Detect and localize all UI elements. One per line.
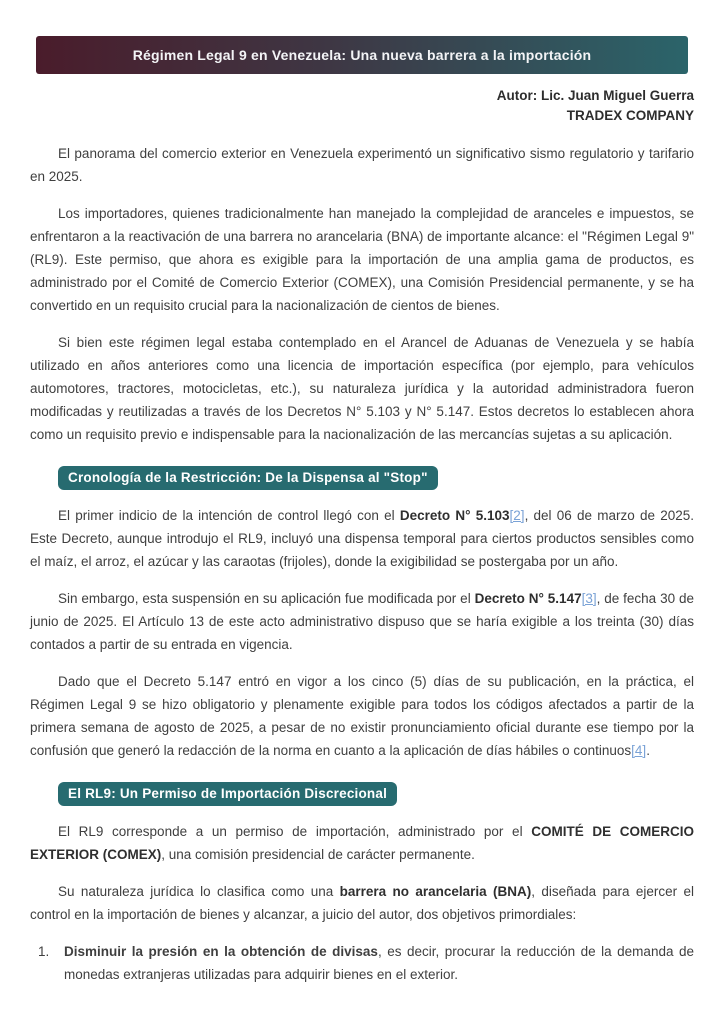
paragraph-comex [30,820,694,866]
paragraph-text: Su naturaleza jurídica lo clasifica como una [58,884,340,899]
title-banner [36,36,688,74]
list-item-1 [30,940,694,986]
author-line: Autor: Lic. Juan Miguel Guerra [496,88,694,103]
list-item-text: , es decir, procurar la reducción de la demanda de monedas extranjeras utilizadas para adquirir bienes en el exterior. [64,944,694,982]
paragraph-text: . [646,743,650,758]
paragraph-text: , de fecha 30 de junio de 2025. El Artículo 13 de este acto administrativo dispuso que se haría exigible a los treinta (30) días contados a partir de su entrada en vigencia. [30,591,695,652]
paragraph-text: Sin embargo, esta suspensión en su aplicación fue modificada por el [58,591,475,606]
section-heading-cronologia-wrap [30,460,694,504]
section-heading-rl9-wrap [30,776,694,820]
paragraph-text: Si bien este régimen legal estaba contemplado en el Arancel de Aduanas de Venezuela y se había utilizado en años anteriores como una licencia de importación específica (por ejemplo, para vehículos automotores, tractores, motocicletas, etc.), su naturaleza jurídica y la autoridad administradora fueron modificadas y reutilizadas a través de los Decretos N° 5.103 y N° 5.147. Estos decretos lo establecen ahora como un requisito previo e indispensable para la nacionalización de las mercancías sujetas a su aplicación. [30,335,694,442]
section-heading-rl9: El RL9: Un Permiso de Importación Discrecional [58,782,397,806]
paragraph-text: , del 06 de marzo de 2025. Este Decreto, aunque introdujo el RL9, incluyó una dispensa temporal para ciertos productos sensibles como el maíz, el arroz, el azúcar y las caraotas (frijoles), donde la exigibilidad se postergaba por un año. [30,508,695,569]
paragraph-text: Los importadores, quienes tradicionalmente han manejado la complejidad de aranceles e impuestos, se enfrentaron a la reactivación de una barrera no arancelaria (BNA) de importante alcance: el "Régimen Legal 9" (RL9). Este permiso, que ahora es exigible para la importación de una amplia gama de productos, es administrado por el Comité de Comercio Exterior (COMEX), una Comisión Presidencial permanente, y se ha convertido en un requisito crucial para la nacionalización de cientos de bienes. [30,206,694,313]
paragraph-text: El RL9 corresponde a un permiso de importación, administrado por el [58,824,532,839]
paragraph-text: , diseñada para ejercer el control en la importación de bienes y alcanzar, a juicio del autor, dos objetivos primordiales: [30,884,695,922]
author-block [30,86,694,126]
paragraph-intro [30,142,694,188]
document-title: Régimen Legal 9 en Venezuela: Una nueva barrera a la importación [132,47,592,63]
bold-decreto-5103: Decreto N° 5.103 [399,508,510,523]
paragraph-legal-history [30,331,694,446]
company-name: TRADEX COMPANY [566,108,694,123]
paragraph-text: Dado que el Decreto 5.147 entró en vigor a los cinco (5) días de su publicación, en la práctica, el Régimen Legal 9 se hizo obligatorio y plenamente exigible para todos los códigos afectados a partir de la primera semana de agosto de 2025, a pesar de no existir pronunciamiento oficial durante ese tiempo por la confusión que generó la redacción de la norma en cuanto a la aplicación de días hábiles o continuos [30,674,694,758]
list-number: 1. [38,944,50,959]
section-heading-cronologia: Cronología de la Restricción: De la Dispensa al "Stop" [58,466,438,490]
paragraph-text: El primer indicio de la intención de control llegó con el [58,508,400,523]
paragraph-naturaleza [30,880,694,926]
paragraph-decreto-5147 [30,587,694,656]
paragraph-importers [30,202,694,317]
bold-decreto-5147: Decreto N° 5.147 [474,591,582,606]
paragraph-decreto-5103 [30,504,694,573]
bold-comex: COMITÉ DE COMERCIO EXTERIOR (COMEX) [30,824,694,862]
bold-bna: barrera no arancelaria (BNA) [339,884,532,899]
footnote-ref-4[interactable]: [4] [631,743,647,758]
paragraph-text: , una comisión presidencial de carácter permanente. [161,847,475,862]
bold-objetivo-divisas: Disminuir la presión en la obtención de divisas [64,944,378,959]
paragraph-text: El panorama del comercio exterior en Venezuela experimentó un significativo sismo regulatorio y tarifario en 2025. [30,146,694,184]
paragraph-vigencia [30,670,694,762]
footnote-ref-3[interactable]: [3] [581,591,597,606]
footnote-ref-2[interactable]: [2] [509,508,525,523]
